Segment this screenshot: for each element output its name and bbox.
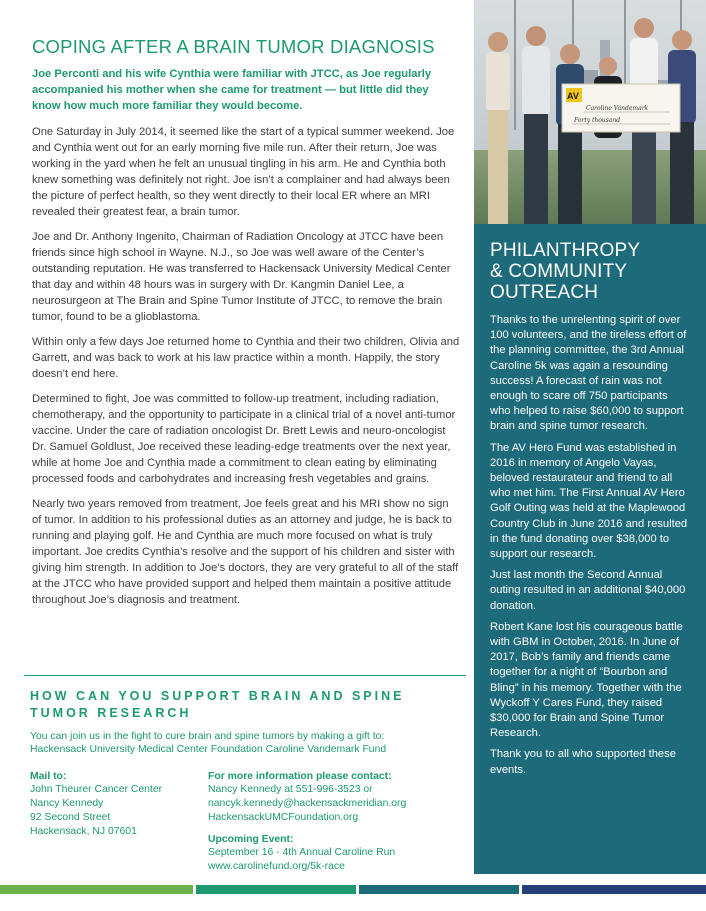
group-photo xyxy=(474,0,706,224)
info-email-link[interactable]: nancyk.kennedy@hackensackmeridian.org xyxy=(208,798,407,809)
philanthropy-paragraph: Thanks to the unrelenting spirit of over 100 volunteers, and the tireless effort of the planning committee, the 3rd Annual Caroline 5k was again a resounding success! A forecast of rain was not enough to scare off 750 participants who helped to raise $60,000 to support brain and spine tumor research. xyxy=(490,314,687,433)
philanthropy-paragraph: The AV Hero Fund was established in 2016 in memory of Angelo Vayas, beloved restaurateur and friend to all who met him. The First Annual AV Hero Golf Outing was held at the Maplewood Country Club in June 2016 and resulted in the fund donating over $38,000 to support our research. xyxy=(490,441,688,561)
article-paragraph: One Saturday in July 2014, it seemed like the start of a typical summer weekend. Joe and Cynthia went out for an early morning five mile run. After their return, Joe was working in the yard when he felt an unusual tingling in his arm. He and Cynthia both knew something was definitely not right. Joe isn’t a complainer and had always been the picture of perfect health, so they went directly to their local ER where an MRI revealed their greatest fear, a brain tumor. xyxy=(32,126,455,218)
philanthropy-section xyxy=(490,240,690,784)
support-title xyxy=(30,688,460,722)
article-paragraph: Within only a few days Joe returned home to Cynthia and their two children, Olivia and Garrett, and was back to work at his law practice within a month. Happily, the story doesn’t end here. xyxy=(32,336,460,380)
footer-color-bar xyxy=(0,885,706,894)
article-paragraph: Joe and Dr. Anthony Ingenito, Chairman of Radiation Oncology at JTCC have been friends since high school in Wayne. N.J., so Joe was well aware of the Center’s outstanding reputation. He was transferred to Hackensack University Medical Center that day and within 48 hours was in surgery with Dr. Kangmin Daniel Lee, a neurosurgeon at The Brain and Spine Tumor Institute of JTCC, to remove the brain tumor, found to be a glioblastoma. xyxy=(32,231,451,323)
footer-bar-segment-teal xyxy=(359,885,519,894)
mail-line: John Theurer Cancer Center xyxy=(30,784,163,795)
philanthropy-paragraph: Thank you to all who supported these events. xyxy=(490,748,676,776)
section-divider xyxy=(24,675,466,676)
info-column xyxy=(208,770,468,874)
mail-column xyxy=(30,770,200,839)
philanthropy-title-line: PHILANTHROPY xyxy=(490,240,641,261)
philanthropy-paragraph: Just last month the Second Annual outing resulted in an additional $40,000 donation. xyxy=(490,569,686,612)
support-title-line: HOW CAN YOU SUPPORT BRAIN AND SPINE xyxy=(30,689,405,703)
group-photo-illustration xyxy=(474,0,706,224)
check-logo: AV xyxy=(567,91,579,101)
footer-bar-segment-navy xyxy=(522,885,706,894)
support-section xyxy=(30,688,460,756)
article-title: COPING AFTER A BRAIN TUMOR DIAGNOSIS xyxy=(32,36,435,57)
mail-line: 92 Second Street xyxy=(30,812,111,823)
event-label: Upcoming Event: xyxy=(208,834,294,845)
footer-bar-segment-emerald xyxy=(196,885,356,894)
article-intro: Joe Perconti and his wife Cynthia were familiar with JTCC, as Joe regularly accompanied his mother when she came for treatment — but little did they know how much more familiar they would become. xyxy=(32,68,432,112)
article xyxy=(32,36,460,617)
info-website-link[interactable]: HackensackUMCFoundation.org xyxy=(208,812,359,823)
mail-label: Mail to: xyxy=(30,771,67,782)
support-fund-line: Hackensack University Medical Center Foundation Caroline Vandemark Fund xyxy=(30,744,387,755)
article-paragraph: Nearly two years removed from treatment, Joe feels great and his MRI show no sign of tumor. In addition to his professional duties as an attorney and judge, he is back to running and playing golf. He and Cynthia are much more focused on what is truly important. Joe credits Cynthia’s resolve and the support of his children and sister with giving him strength. In addition to Joe’s doctors, they are very grateful to all of the staff at the JTCC who have provided support and helped them maintain a positive attitude throughout Joe’s diagnosis and treatment. xyxy=(32,498,459,606)
event-link[interactable]: www.carolinefund.org/5k-race xyxy=(208,861,345,872)
philanthropy-title-line: OUTREACH xyxy=(490,282,599,303)
article-paragraph: Determined to fight, Joe was committed to follow-up treatment, including radiation, chemotherapy, and the opportunity to participate in a clinical trial of a novel anti-tumor vaccine. Under the care of radiation oncologist Dr. Brett Lewis and neuro-oncologist Dr. Samuel Goldlust, Joe received these leading-edge treatments over the next year, while at home Joe and Cynthia made a commitment to clean eating by eliminating processed foods and carbohydrates and increasing fresh vegetables and grains. xyxy=(32,393,456,485)
mail-line: Hackensack, NJ 07601 xyxy=(30,826,137,837)
check-amount: Forty thousand xyxy=(574,117,621,124)
support-title-line: TUMOR RESEARCH xyxy=(30,706,192,720)
footer-bar-segment-green xyxy=(0,885,193,894)
philanthropy-paragraph: Robert Kane lost his courageous battle with GBM in October, 2016. In June of 2017, Bob’s family and friends came together for a night of “Bourbon and Bling” in his memory. Together with the Wyckoff Y Cares Fund, they raised $30,000 for Brain and Spine Tumor Research. xyxy=(490,620,683,740)
philanthropy-title xyxy=(490,240,690,303)
info-label: For more information please contact: xyxy=(208,771,392,782)
sidebar xyxy=(474,0,706,874)
check-payee: Caroline Vandemark xyxy=(586,105,649,112)
mail-line: Nancy Kennedy xyxy=(30,798,104,809)
philanthropy-title-line: & COMMUNITY xyxy=(490,261,628,282)
event-line: September 16 - 4th Annual Caroline Run xyxy=(208,847,396,858)
support-intro-line: You can join us in the fight to cure brain and spine tumors by making a gift to: xyxy=(30,731,385,742)
info-phone: Nancy Kennedy at 551-996-3523 or xyxy=(208,784,373,795)
